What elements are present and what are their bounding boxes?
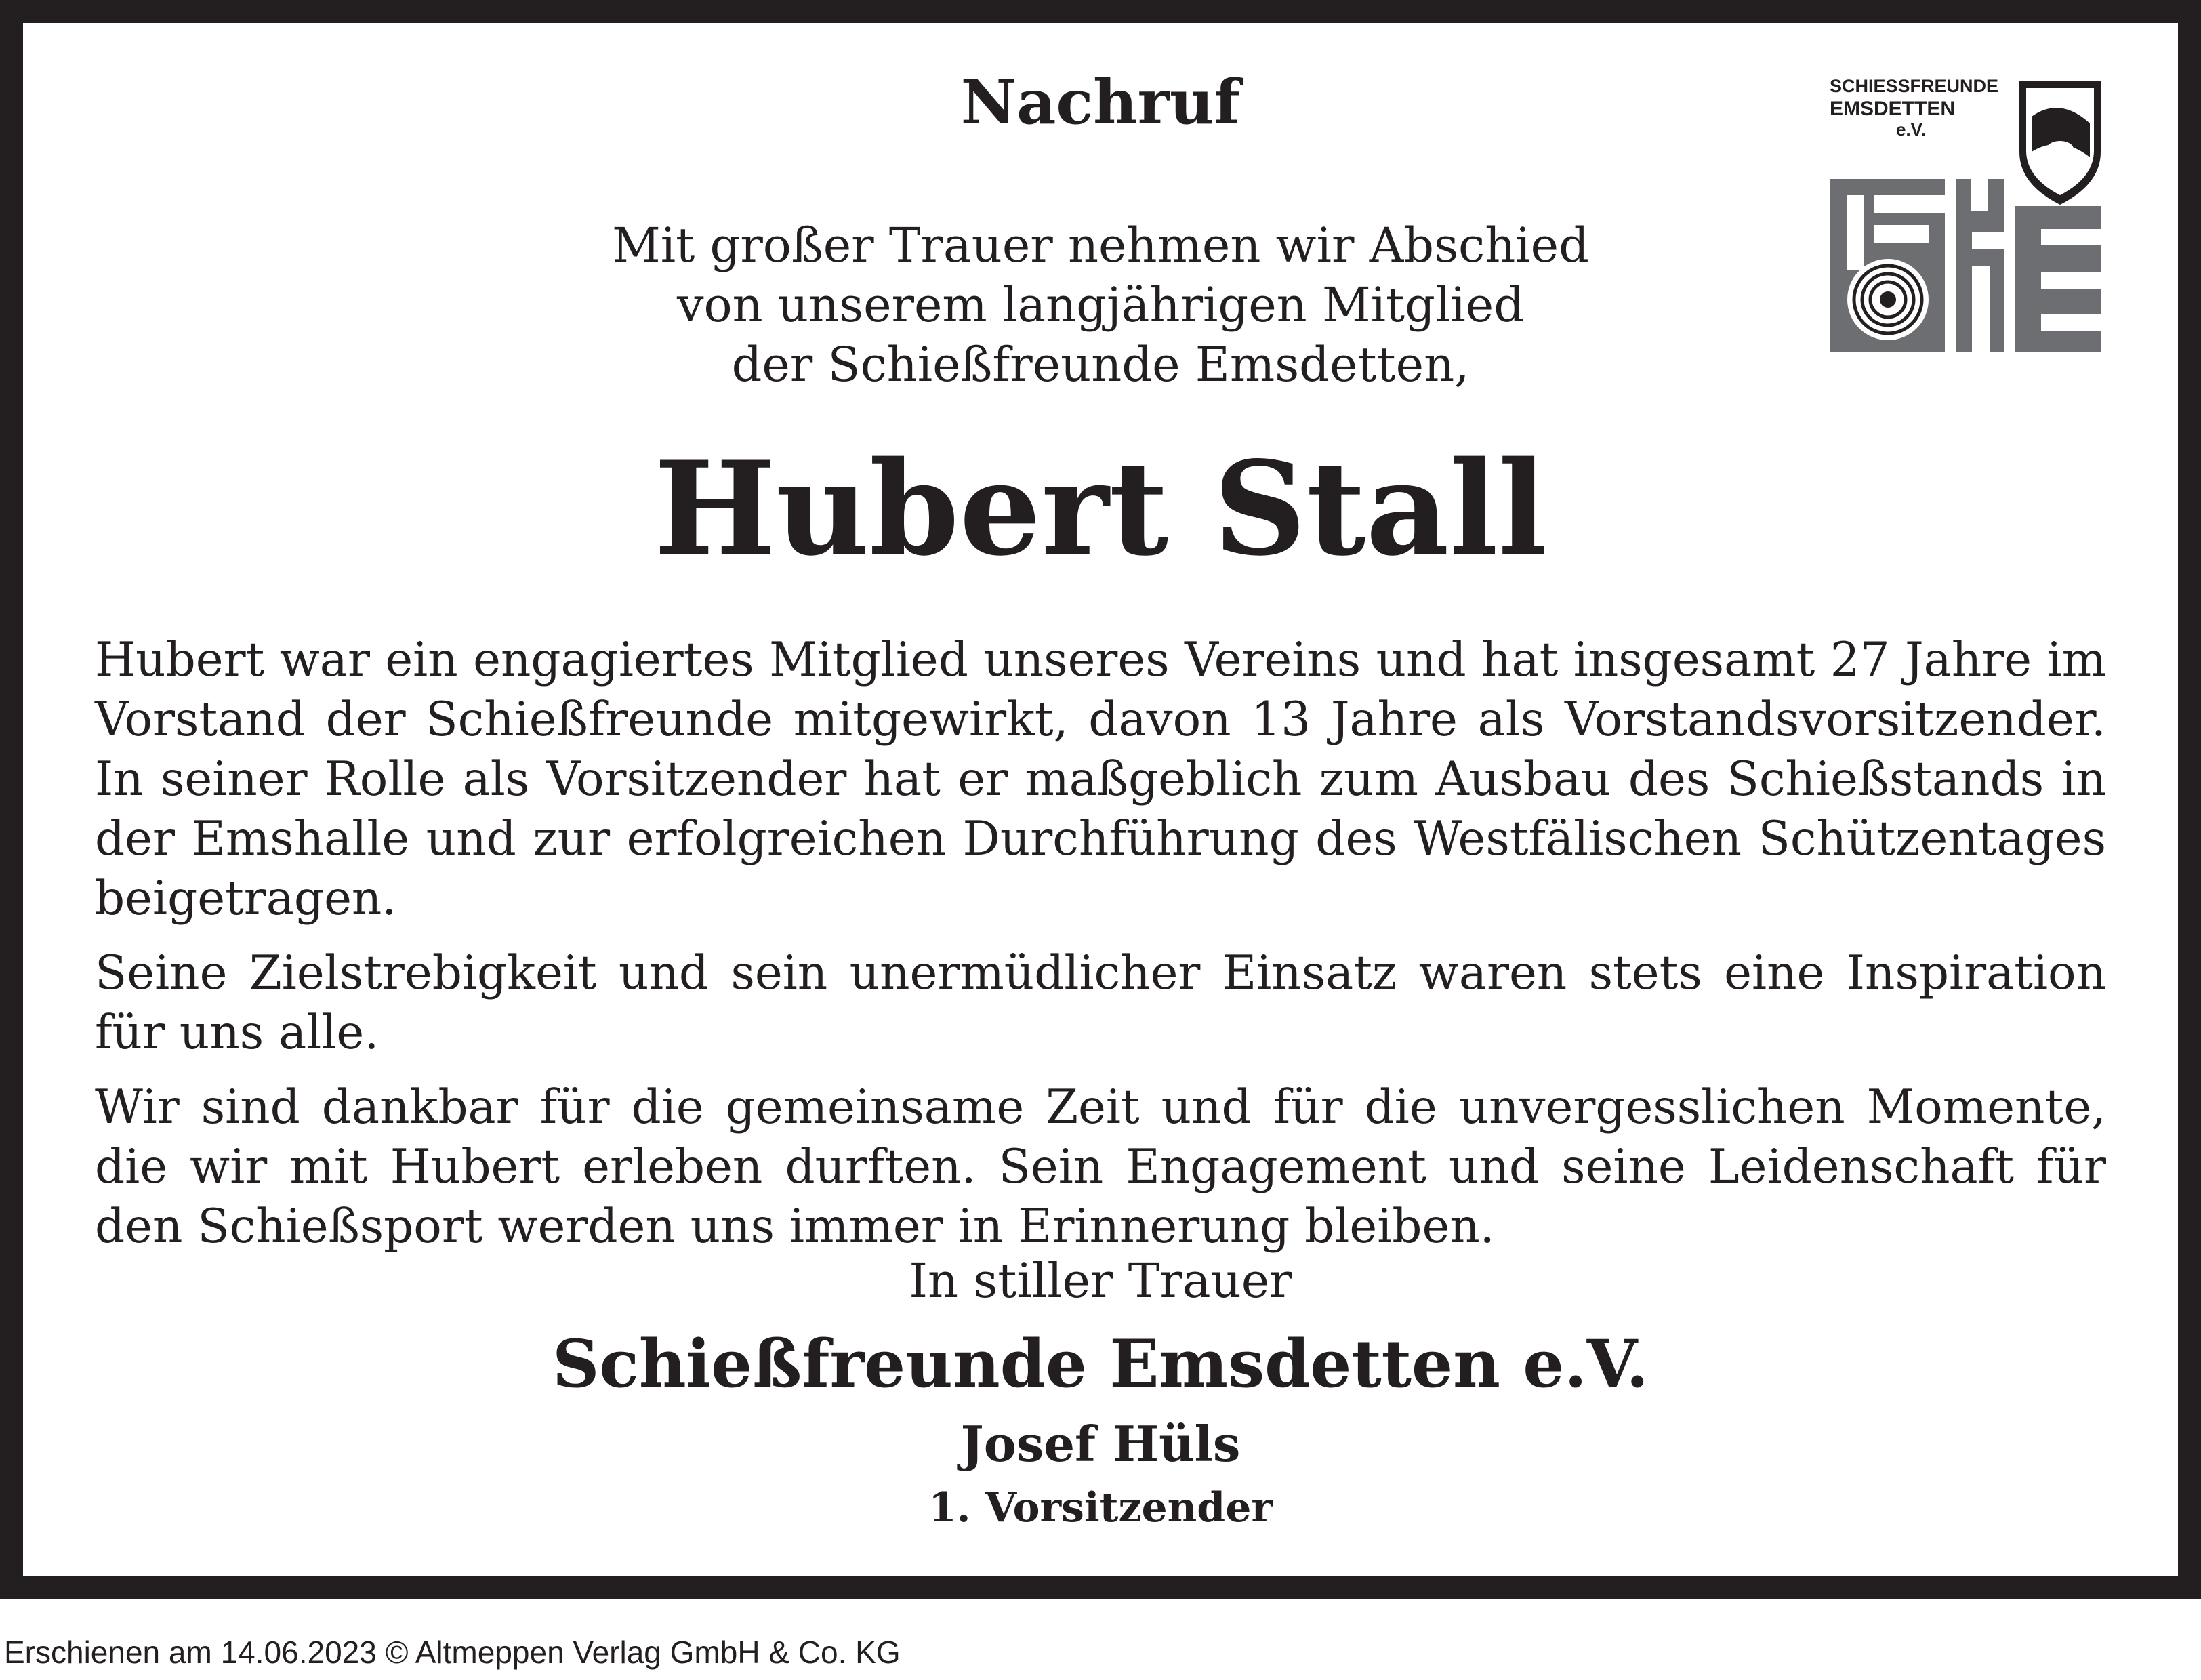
- obituary-body: [95, 630, 2106, 1271]
- coat-of-arms-icon: [2019, 81, 2101, 205]
- target-icon: [1847, 259, 1929, 340]
- club-logo: [1830, 76, 2101, 352]
- body-paragraph: Hubert war ein engagiertes Mitglied unseres Vereins und hat insgesamt 27 Jahre im Vorstand der Schießfreunde mitgewirkt, davon 13 Jahre als Vorstandsvorsitzender. In seiner Rolle als Vorsitzender hat er maßgeblich zum Ausbau des Schießstands in der Emshalle und zur erfolgreichen Durchführung des Westfälischen Schützentages beigetragen.: [95, 633, 2106, 926]
- logo-line1: SCHIESSFREUNDE: [1830, 76, 1999, 96]
- signer-role: 1. Vorsitzender: [928, 1484, 1273, 1532]
- body-paragraph: Seine Zielstrebigkeit und sein unermüdlicher Einsatz waren stets eine Inspiration für uns alle.: [95, 946, 2106, 1060]
- publication-footer: Erschienen am 14.06.2023 © Altmeppen Verlag GmbH & Co. KG: [4, 1635, 901, 1670]
- signer-name: Josef Hüls: [960, 1415, 1241, 1473]
- notice-title: Nachruf: [960, 66, 1241, 138]
- intro-line: von unserem langjährigen Mitglied: [676, 277, 1525, 333]
- body-paragraph: Wir sind dankbar für die gemeinsame Zeit und für die unvergesslichen Momente, die wir mit Hubert erleben durften. Sein Engagement und seine Leidenschaft für den Schießsport werden uns immer in Erinnerung bleiben.: [95, 1080, 2106, 1254]
- closing-text: In stiller Trauer: [909, 1253, 1292, 1309]
- club-logo-icon: [1830, 76, 2101, 352]
- intro-line: der Schießfreunde Emsdetten,: [731, 337, 1470, 392]
- logo-line3: e.V.: [1896, 119, 1926, 140]
- deceased-name: Hubert Stall: [654, 433, 1547, 584]
- intro-line: Mit großer Trauer nehmen wir Abschied: [612, 218, 1589, 273]
- organization-name: Schießfreunde Emsdetten e.V.: [552, 1326, 1649, 1402]
- logo-line2: EMSDETTEN: [1830, 98, 1956, 120]
